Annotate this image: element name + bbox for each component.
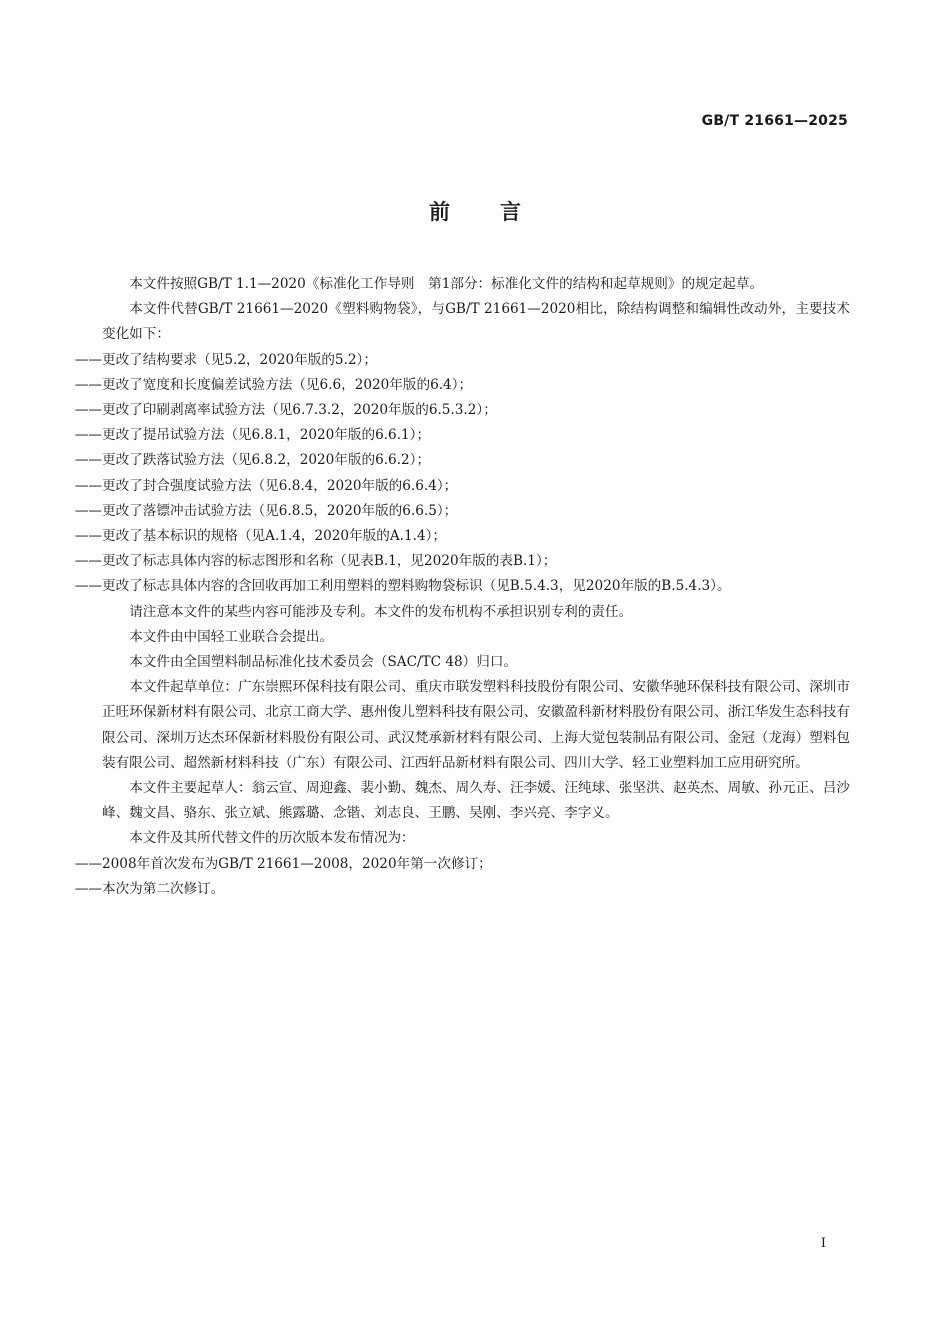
paragraph-drafting-units: 本文件起草单位：广东崇熙环保科技有限公司、重庆市联发塑料科技股份有限公司、安徽华驰环保科技有限公司、深圳市正旺环保新材料有限公司、北京工商大学、惠州俊儿塑料科技有限公司、安徽盈科新材料股份有限公司、浙江华发生态科技有限公司、深圳万达杰环保新材料股份有限公司、武汉梵承新材料有限公司、上海大觉包装制品有限公司、金冠（龙海）塑料包装有限公司、超然新材料科技（广东）有限公司、江西轩品新材料有限公司、四川大学、轻工业塑料加工应用研究所。	[102, 679, 850, 771]
page-number: I	[820, 1236, 826, 1251]
document-body	[74, 272, 850, 902]
change-item: ——更改了基本标识的规格（见A.1.4，2020年版的A.1.4）；	[74, 528, 446, 545]
change-item: ——更改了提吊试验方法（见6.8.1，2020年版的6.6.1）；	[74, 427, 431, 444]
paragraph-patent-notice: 请注意本文件的某些内容可能涉及专利。本文件的发布机构不承担识别专利的责任。	[129, 603, 633, 620]
change-item: ——更改了跌落试验方法（见6.8.2，2020年版的6.6.2）；	[74, 452, 431, 469]
change-item: ——更改了标志具体内容的含回收再加工利用塑料的塑料购物袋标识（见B.5.4.3，见2020年版的B.5.4.3）。	[74, 578, 731, 595]
paragraph-drafting-rules: 本文件按照GB/T 1.1—2020《标准化工作导则 第1部分：标准化文件的结构和起草规则》的规定起草。	[129, 276, 764, 292]
paragraph-replacement: 本文件代替GB/T 21661—2020《塑料购物袋》，与GB/T 21661—2020相比，除结构调整和编辑性改动外，主要技术变化如下：	[102, 301, 850, 343]
history-item: ——2008年首次发布为GB/T 21661—2008，2020年第一次修订；	[74, 855, 492, 872]
change-item: ——更改了宽度和长度偏差试验方法（见6.6，2020年版的6.4）；	[74, 376, 473, 393]
change-item: ——更改了印刷剥离率试验方法（见6.7.3.2，2020年版的6.5.3.2）；	[74, 402, 497, 419]
change-item: ——更改了标志具体内容的标志图形和名称（见表B.1，见2020年版的表B.1）；	[74, 553, 557, 570]
page-title: 前言	[429, 200, 571, 224]
paragraph-history-intro: 本文件及其所代替文件的历次版本发布情况为：	[129, 830, 415, 847]
change-item: ——更改了结构要求（见5.2，2020年版的5.2）；	[74, 351, 377, 368]
paragraph-committee: 本文件由全国塑料制品标准化技术委员会（SAC/TC 48）归口。	[129, 654, 518, 671]
history-item: ——本次为第二次修订。	[74, 880, 225, 897]
change-item: ——更改了封合强度试验方法（见6.8.4，2020年版的6.6.4）；	[74, 477, 458, 494]
paragraph-drafters: 本文件主要起草人：翁云宣、周迎鑫、裴小勤、魏杰、周久寿、汪李媛、汪纯球、张坚洪、赵英杰、周敏、孙元正、吕沙峰、魏文昌、骆东、张立斌、熊露璐、念锴、刘志良、王鹏、吴刚、李兴亮、李字义。	[102, 780, 850, 822]
paragraph-proposer: 本文件由中国轻工业联合会提出。	[129, 628, 334, 645]
change-item: ——更改了落镖冲击试验方法（见6.8.5，2020年版的6.6.5）；	[74, 502, 458, 519]
standard-number: GB/T 21661—2025	[701, 113, 848, 129]
